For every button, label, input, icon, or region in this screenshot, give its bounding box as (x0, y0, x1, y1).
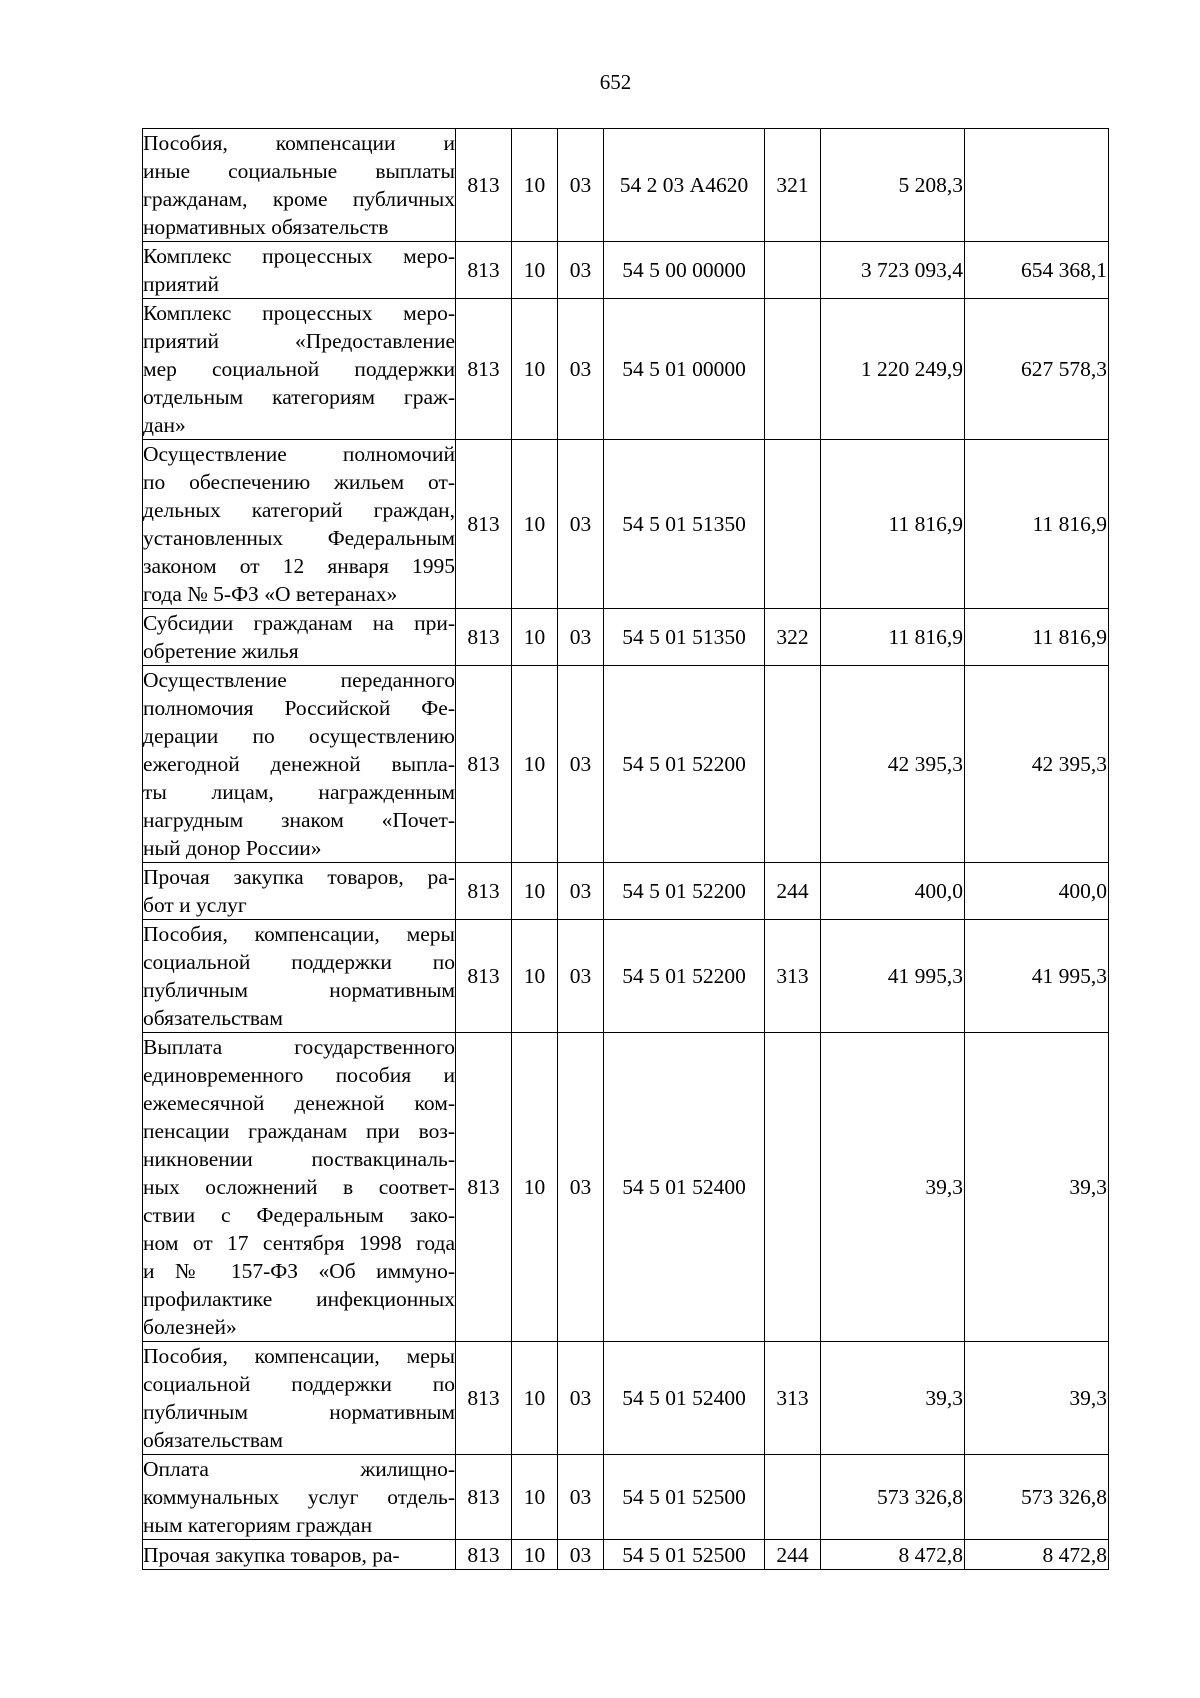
target-article-cell: 54 5 01 52200 (604, 863, 765, 920)
subsection-cell: 03 (558, 666, 604, 863)
description-line: единовременного пособия и (143, 1063, 455, 1087)
description-cell (143, 920, 456, 1033)
table-row (143, 1342, 1109, 1455)
description-line: никновении поствакциналь- (143, 1147, 455, 1171)
description-line: ный донор России» (143, 836, 322, 860)
table-row (143, 609, 1109, 666)
description-line: ежегодной денежной выпла- (143, 752, 455, 776)
amount-cell: 654 368,1 (965, 242, 1109, 299)
table-row (143, 1033, 1109, 1342)
target-article-cell: 54 5 01 52500 (604, 1540, 765, 1570)
section-cell: 10 (512, 609, 558, 666)
description-cell (143, 440, 456, 609)
target-article-cell: 54 5 01 51350 (604, 609, 765, 666)
subsection-cell: 03 (558, 609, 604, 666)
table-row (143, 129, 1109, 242)
ministry-code-cell: 813 (456, 1033, 512, 1342)
description-line: приятий (143, 272, 220, 296)
ministry-code-cell: 813 (456, 440, 512, 609)
description-line: установленных Федеральным (143, 526, 455, 550)
description-line: Прочая закупка товаров, ра- (143, 1542, 400, 1567)
target-article-cell: 54 5 01 52400 (604, 1342, 765, 1455)
amount-cell: 39,3 (965, 1033, 1109, 1342)
amount-cell: 627 578,3 (965, 299, 1109, 440)
description-line: обретение жилья (143, 639, 299, 663)
ministry-code-cell: 813 (456, 1455, 512, 1540)
section-cell: 10 (512, 440, 558, 609)
description-line: нормативных обязательств (143, 215, 389, 239)
table-row (143, 440, 1109, 609)
description-cell (143, 863, 456, 920)
amount-cell: 5 208,3 (821, 129, 965, 242)
description-line: Прочая закупка товаров, ра- (143, 865, 455, 889)
amount-cell: 11 816,9 (965, 609, 1109, 666)
description-line: по обеспечению жильем от- (143, 470, 455, 494)
description-line: социальной поддержки по (143, 1372, 455, 1396)
description-cell (143, 1033, 456, 1342)
table-body (143, 129, 1109, 1570)
table-row (143, 1540, 1109, 1570)
subsection-cell: 03 (558, 1540, 604, 1570)
ministry-code-cell: 813 (456, 609, 512, 666)
section-cell: 10 (512, 129, 558, 242)
section-cell: 10 (512, 1033, 558, 1342)
expense-type-cell (765, 299, 821, 440)
description-cell (143, 1540, 456, 1570)
description-line: публичным нормативным (143, 978, 455, 1002)
subsection-cell: 03 (558, 299, 604, 440)
expense-type-cell (765, 242, 821, 299)
ministry-code-cell: 813 (456, 242, 512, 299)
subsection-cell: 03 (558, 242, 604, 299)
description-line: пенсации гражданам при воз- (143, 1119, 455, 1143)
expense-type-cell: 322 (765, 609, 821, 666)
section-cell: 10 (512, 242, 558, 299)
description-line: Субсидии гражданам на при- (143, 611, 455, 635)
amount-cell: 3 723 093,4 (821, 242, 965, 299)
description-line: профилактике инфекционных (143, 1287, 455, 1311)
description-cell (143, 129, 456, 242)
amount-cell: 400,0 (965, 863, 1109, 920)
description-line: ты лицам, награжденным (143, 780, 455, 804)
description-line: Осуществление переданного (143, 668, 455, 692)
amount-cell: 573 326,8 (821, 1455, 965, 1540)
expense-type-cell: 244 (765, 1540, 821, 1570)
description-line: года № 5-ФЗ «О ветеранах» (143, 582, 398, 606)
description-line: обязательствам (143, 1428, 283, 1452)
amount-cell: 8 472,8 (965, 1540, 1109, 1570)
description-line: отдельным категориям граж- (143, 385, 455, 409)
ministry-code-cell: 813 (456, 1540, 512, 1570)
amount-cell: 42 395,3 (965, 666, 1109, 863)
description-line: ежемесячной денежной ком- (143, 1091, 455, 1115)
ministry-code-cell: 813 (456, 299, 512, 440)
description-cell (143, 609, 456, 666)
section-cell: 10 (512, 1342, 558, 1455)
description-line: Комплекс процессных меро- (143, 301, 455, 325)
description-line: гражданам, кроме публичных (143, 187, 455, 211)
amount-cell: 11 816,9 (965, 440, 1109, 609)
description-line: полномочия Российской Фе- (143, 696, 455, 720)
subsection-cell: 03 (558, 1033, 604, 1342)
description-line: и № 157-ФЗ «Об иммуно- (143, 1259, 455, 1283)
description-line: болезней» (143, 1315, 237, 1339)
target-article-cell: 54 5 01 51350 (604, 440, 765, 609)
description-line: ных осложнений в соответ- (143, 1175, 455, 1199)
amount-cell: 39,3 (821, 1033, 965, 1342)
description-line: публичным нормативным (143, 1400, 455, 1424)
section-cell: 10 (512, 1540, 558, 1570)
expense-type-cell (765, 666, 821, 863)
description-line: ным категориям граждан (143, 1513, 373, 1537)
section-cell: 10 (512, 920, 558, 1033)
expense-type-cell (765, 1033, 821, 1342)
expense-type-cell: 244 (765, 863, 821, 920)
section-cell: 10 (512, 1455, 558, 1540)
description-line: Оплата жилищно- (143, 1457, 455, 1481)
description-line: нагрудным знаком «Почет- (143, 808, 455, 832)
description-line: приятий «Предоставление (143, 329, 455, 353)
amount-cell: 42 395,3 (821, 666, 965, 863)
amount-cell: 39,3 (821, 1342, 965, 1455)
description-line: Пособия, компенсации и (143, 131, 455, 155)
section-cell: 10 (512, 863, 558, 920)
subsection-cell: 03 (558, 1455, 604, 1540)
target-article-cell: 54 5 01 00000 (604, 299, 765, 440)
description-line: Выплата государственного (143, 1035, 455, 1059)
description-cell (143, 242, 456, 299)
description-line: ствии с Федеральным зако- (143, 1203, 455, 1227)
description-line: ном от 17 сентября 1998 года (143, 1231, 455, 1255)
target-article-cell: 54 5 01 52200 (604, 920, 765, 1033)
amount-cell: 41 995,3 (821, 920, 965, 1033)
section-cell: 10 (512, 299, 558, 440)
subsection-cell: 03 (558, 1342, 604, 1455)
description-line: Осуществление полномочий (143, 442, 455, 466)
table-row (143, 242, 1109, 299)
ministry-code-cell: 813 (456, 920, 512, 1033)
description-line: мер социальной поддержки (143, 357, 455, 381)
expense-type-cell (765, 1455, 821, 1540)
table-row (143, 299, 1109, 440)
amount-cell: 400,0 (821, 863, 965, 920)
description-line: дерации по осуществлению (143, 724, 455, 748)
expense-type-cell: 313 (765, 920, 821, 1033)
ministry-code-cell: 813 (456, 666, 512, 863)
description-line: дан» (143, 413, 186, 437)
target-article-cell: 54 5 01 52500 (604, 1455, 765, 1540)
target-article-cell: 54 5 00 00000 (604, 242, 765, 299)
description-line: дельных категорий граждан, (143, 498, 455, 522)
section-cell: 10 (512, 666, 558, 863)
target-article-cell: 54 5 01 52200 (604, 666, 765, 863)
amount-cell: 39,3 (965, 1342, 1109, 1455)
expense-type-cell: 313 (765, 1342, 821, 1455)
expense-type-cell: 321 (765, 129, 821, 242)
target-article-cell: 54 2 03 А4620 (604, 129, 765, 242)
description-line: иные социальные выплаты (143, 159, 455, 183)
description-line: обязательствам (143, 1006, 283, 1030)
amount-cell: 8 472,8 (821, 1540, 965, 1570)
description-line: Комплекс процессных меро- (143, 244, 455, 268)
amount-cell: 11 816,9 (821, 609, 965, 666)
table-row (143, 920, 1109, 1033)
description-cell (143, 666, 456, 863)
expense-type-cell (765, 440, 821, 609)
subsection-cell: 03 (558, 920, 604, 1033)
description-cell (143, 299, 456, 440)
description-cell (143, 1455, 456, 1540)
ministry-code-cell: 813 (456, 1342, 512, 1455)
table-row (143, 1455, 1109, 1540)
description-cell (143, 1342, 456, 1455)
description-line: социальной поддержки по (143, 950, 455, 974)
amount-cell: 1 220 249,9 (821, 299, 965, 440)
subsection-cell: 03 (558, 440, 604, 609)
subsection-cell: 03 (558, 129, 604, 242)
ministry-code-cell: 813 (456, 129, 512, 242)
subsection-cell: 03 (558, 863, 604, 920)
description-line: законом от 12 января 1995 (143, 554, 455, 578)
target-article-cell: 54 5 01 52400 (604, 1033, 765, 1342)
amount-cell: 11 816,9 (821, 440, 965, 609)
amount-cell: 41 995,3 (965, 920, 1109, 1033)
budget-table (142, 128, 1109, 1570)
description-line: бот и услуг (143, 893, 247, 917)
description-line: Пособия, компенсации, меры (143, 922, 455, 946)
ministry-code-cell: 813 (456, 863, 512, 920)
page-number: 652 (599, 70, 632, 94)
amount-cell (965, 129, 1109, 242)
description-line: коммунальных услуг отдель- (143, 1485, 455, 1509)
amount-cell: 573 326,8 (965, 1455, 1109, 1540)
table-row (143, 666, 1109, 863)
description-line: Пособия, компенсации, меры (143, 1344, 455, 1368)
table-row (143, 863, 1109, 920)
